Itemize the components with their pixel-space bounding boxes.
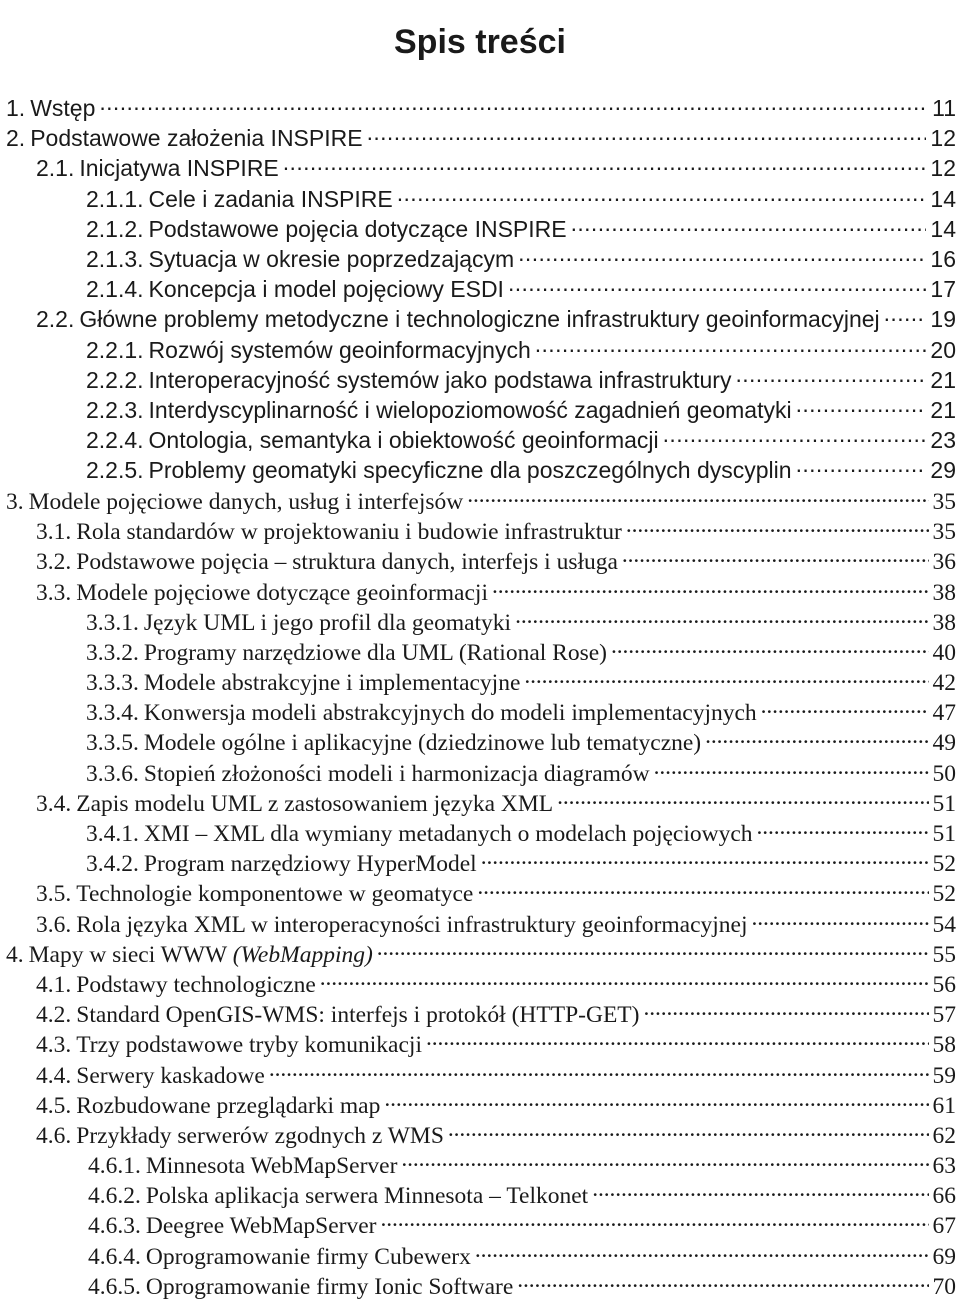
toc-entry-title [149, 216, 567, 243]
toc-entry-page-number: 70 [932, 1273, 956, 1300]
toc-entry[interactable] [0, 938, 960, 968]
dot-leader [626, 516, 929, 540]
dot-leader [377, 938, 929, 962]
toc-entry-title-text: XMI – XML dla wymiany metadanych o modelach pojęciowych [143, 821, 753, 847]
toc-entry-title-text: Oprogramowanie firmy Ionic Software [145, 1273, 514, 1300]
toc-entry-number: 2.2.4. [86, 427, 144, 454]
toc-entry[interactable] [0, 576, 960, 606]
toc-entry-page-number: 42 [932, 670, 956, 697]
toc-entry[interactable] [0, 214, 960, 244]
toc-entry-title-text: Rozbudowane przeglądarki map [76, 1092, 381, 1119]
toc-entry[interactable] [0, 516, 960, 546]
toc-entry-title [146, 1183, 588, 1210]
toc-entry-number: 3.3.3. [86, 670, 139, 697]
toc-entry-title-text: Interoperacyjność systemów jako podstawa infrastruktury [148, 366, 732, 393]
toc-entry-title-text: Serwery kaskadowe [76, 1062, 265, 1089]
toc-entry-title [29, 489, 464, 516]
toc-entry-page-number: 21 [930, 396, 956, 423]
toc-entry-title [144, 851, 477, 878]
toc-entry-page-number: 51 [932, 790, 956, 817]
toc-entry-title [149, 246, 515, 273]
toc-entry-title-text: Podstawowe pojęcia – struktura danych, interfejs i usługa [76, 549, 618, 576]
toc-entry-page-number: 52 [932, 851, 956, 878]
toc-entry-number: 3.4. [36, 790, 72, 817]
toc-entry-number: 2.2.5. [86, 457, 144, 484]
toc-entry-number: 2.2.2. [86, 366, 144, 393]
toc-entry-title-text: Cele i zadania INSPIRE [148, 185, 393, 212]
toc-entry-title [30, 125, 362, 152]
toc-entry[interactable] [0, 606, 960, 636]
toc-entry-title [144, 730, 701, 757]
toc-entry[interactable] [0, 636, 960, 666]
toc-entry-number: 3.4.2. [86, 851, 139, 878]
toc-entry-title-text: Wstęp [30, 95, 96, 121]
toc-entry-title-text: Inicjatywa INSPIRE [79, 155, 279, 182]
toc-entry[interactable] [0, 153, 960, 183]
dot-leader [426, 1029, 929, 1053]
toc-entry-title [149, 337, 531, 364]
toc-entry[interactable] [0, 999, 960, 1029]
toc-entry[interactable] [0, 304, 960, 334]
toc-entry[interactable] [0, 1119, 960, 1149]
toc-entry[interactable] [0, 787, 960, 817]
toc-entry-title-text: Koncepcja i model pojęciowy ESDI [148, 276, 504, 303]
toc-entry-page-number: 38 [932, 579, 956, 606]
toc-entry-title [146, 1244, 471, 1271]
dot-leader [757, 818, 929, 842]
toc-entry[interactable] [0, 1270, 960, 1300]
toc-entry-title [144, 700, 757, 727]
dot-leader [524, 667, 928, 691]
toc-entry-page-number: 35 [932, 519, 956, 546]
page-title: Spis treści [394, 22, 566, 61]
toc-entry-title [146, 1213, 377, 1240]
dot-leader [269, 1059, 929, 1083]
toc-entry[interactable] [0, 485, 960, 515]
toc-entry-number: 3.3.6. [86, 760, 139, 787]
toc-entry-title-text: Modele pojęciowe dotyczące geoinformacji [76, 579, 488, 606]
toc-entry[interactable] [0, 1180, 960, 1210]
toc-entry-title [76, 580, 488, 607]
dot-leader [796, 395, 927, 418]
toc-entry-title-text: Podstawowe pojęcia dotyczące INSPIRE [148, 215, 567, 242]
dot-leader [557, 787, 928, 811]
dot-leader [380, 1210, 928, 1234]
dot-leader [508, 274, 926, 297]
toc-entry-title-text: Oprogramowanie firmy Cubewerx [145, 1243, 471, 1270]
toc-entry-number: 4.4. [36, 1062, 72, 1089]
toc-entry-page-number: 23 [930, 427, 956, 454]
toc-entry-title [149, 186, 393, 213]
toc-entry-title-text: Rola standardów w projektowaniu i budowie infrastruktur [76, 519, 622, 546]
toc-entry-number: 4.6.4. [88, 1243, 141, 1270]
toc-entry-title [149, 276, 504, 303]
toc-entry[interactable] [0, 818, 960, 848]
dot-leader [401, 1150, 928, 1174]
toc-entry-title [144, 610, 511, 637]
toc-entry[interactable] [0, 878, 960, 908]
toc-entry-page-number: 55 [932, 941, 956, 968]
toc-entry-number: 2.1.1. [86, 185, 144, 212]
dot-leader [705, 727, 928, 751]
dot-leader [535, 335, 927, 358]
toc-entry-title [76, 549, 618, 576]
toc-entry-title-text: Interdyscyplinarność i wielopoziomowość zagadnień geomatyki [148, 396, 792, 423]
toc-entry-number: 3.3.4. [86, 700, 139, 727]
toc-entry-title-text: Programy narzędziowe dla UML (Rational Rose) [143, 639, 607, 666]
toc-entry[interactable] [0, 425, 960, 455]
toc-entry[interactable] [0, 968, 960, 998]
dot-leader [475, 1240, 929, 1264]
dot-leader [467, 485, 928, 509]
toc-entry-title [144, 821, 753, 848]
toc-entry-page-number: 56 [932, 971, 956, 998]
toc-entry-title [149, 397, 792, 424]
toc-entry-number: 3.5. [36, 881, 72, 908]
toc-entry-number: 4.6. [36, 1122, 72, 1149]
toc-entry-title [146, 1153, 398, 1180]
dot-leader [796, 455, 927, 478]
toc-entry-title [149, 457, 792, 484]
toc-entry[interactable] [0, 1150, 960, 1180]
toc-entry-title-text: Podstawy technologiczne [76, 971, 316, 998]
dot-leader [654, 757, 929, 781]
dot-leader [884, 304, 927, 327]
toc-entry-page-number: 20 [930, 336, 956, 363]
toc-entry[interactable] [0, 1029, 960, 1059]
toc-entry-title-text: Podstawowe założenia INSPIRE [30, 125, 363, 152]
dot-leader [481, 848, 929, 872]
toc-entry[interactable] [0, 1089, 960, 1119]
dot-leader [592, 1180, 928, 1204]
dot-leader [611, 636, 929, 660]
toc-entry-title-text: Język UML i jego profil dla geomatyki [143, 609, 512, 636]
toc-entry[interactable] [0, 274, 960, 304]
toc-entry[interactable] [0, 757, 960, 787]
toc-entry-title [146, 1274, 513, 1301]
toc-entry[interactable] [0, 908, 960, 938]
toc-entry-number: 3.6. [36, 911, 72, 938]
toc-entry-page-number: 54 [932, 911, 956, 938]
dot-leader [761, 697, 929, 721]
toc-entry-number: 4.6.5. [88, 1273, 141, 1300]
toc-entry-number: 2.1.3. [86, 245, 144, 272]
toc-entry-title [144, 670, 521, 697]
toc-entry-number: 3.3.5. [86, 730, 139, 757]
table-of-contents [0, 93, 960, 1301]
toc-entry-page-number: 35 [932, 488, 956, 515]
toc-entry-title [144, 761, 650, 788]
dot-leader [622, 546, 929, 570]
toc-entry-title [76, 519, 622, 546]
toc-entry-page-number: 36 [932, 549, 956, 576]
toc-entry-title [76, 1063, 265, 1090]
dot-leader [367, 123, 927, 146]
toc-entry-page-number: 11 [932, 95, 956, 121]
toc-entry-number: 4.6.2. [88, 1183, 141, 1210]
toc-entry-page-number: 16 [930, 245, 956, 272]
toc-entry-title [30, 95, 95, 122]
toc-entry-title [76, 1123, 444, 1150]
toc-entry-title-text: Modele pojęciowe danych, usług i interfejsów [28, 488, 464, 515]
toc-entry-page-number: 12 [930, 125, 956, 152]
toc-entry-number: 3.1. [36, 519, 72, 546]
toc-entry-number: 3.2. [36, 549, 72, 576]
toc-entry-number: 4.5. [36, 1092, 72, 1119]
toc-entry-number: 3.4.1. [86, 821, 139, 847]
toc-entry-title [79, 306, 879, 333]
toc-entry-title [76, 1093, 380, 1120]
toc-entry-number: 2.1.4. [86, 276, 144, 303]
toc-entry-title [29, 942, 373, 969]
toc-entry-title [149, 367, 732, 394]
toc-entry-page-number: 17 [930, 276, 956, 303]
toc-entry[interactable] [0, 244, 960, 274]
toc-entry-title [76, 912, 747, 939]
toc-entry-title-text: Mapy w sieci WWW [28, 941, 233, 968]
dot-leader [283, 153, 927, 176]
toc-entry-page-number: 58 [932, 1032, 956, 1059]
toc-entry-number: 4.1. [36, 971, 72, 998]
dot-leader [99, 93, 928, 116]
toc-entry[interactable] [0, 727, 960, 757]
toc-entry-number: 3. [6, 488, 24, 515]
toc-entry-number: 3.3.1. [86, 609, 139, 636]
toc-entry-page-number: 52 [932, 881, 956, 908]
toc-entry-number: 4.3. [36, 1032, 72, 1059]
toc-entry-page-number: 50 [932, 760, 956, 787]
toc-entry-title-text: Główne problemy metodyczne i technologiczne infrastruktury geoinformacyjnej [79, 306, 880, 333]
toc-entry-page-number: 57 [932, 1002, 956, 1029]
toc-entry-title-text: Standard OpenGIS-WMS: interfejs i protokół (HTTP-GET) [76, 1002, 640, 1029]
dot-leader [320, 968, 929, 992]
toc-entry-page-number: 38 [932, 609, 956, 636]
toc-entry-title-text: Problemy geomatyki specyficzne dla poszczególnych dyscyplin [148, 457, 792, 484]
toc-entry-title-text: Rozwój systemów geoinformacyjnych [148, 336, 531, 363]
dot-leader [663, 425, 927, 448]
toc-entry-title [149, 427, 659, 454]
toc-entry-page-number: 67 [932, 1213, 956, 1240]
toc-entry-number: 1. [6, 95, 26, 121]
toc-entry-title-text: Przykłady serwerów zgodnych z WMS [76, 1122, 444, 1149]
toc-entry-number: 4.2. [36, 1002, 72, 1029]
toc-entry-page-number: 69 [932, 1243, 956, 1270]
toc-entry-title-text: Trzy podstawowe tryby komunikacji [76, 1032, 422, 1059]
toc-entry[interactable] [0, 184, 960, 214]
toc-entry-page-number: 61 [932, 1092, 956, 1119]
toc-entry-page-number: 12 [930, 155, 956, 182]
toc-entry[interactable] [0, 1210, 960, 1240]
toc-entry-page-number: 47 [932, 700, 956, 727]
dot-leader [735, 365, 926, 388]
toc-entry-page-number: 49 [932, 730, 956, 757]
toc-entry-page-number: 59 [932, 1062, 956, 1089]
dot-leader [571, 214, 927, 237]
toc-entry-number: 3.3. [36, 579, 72, 606]
toc-entry-number: 2.2. [36, 306, 75, 333]
toc-entry-title-text: Sytuacja w okresie poprzedzającym [148, 245, 515, 272]
toc-entry-number: 2.1. [36, 155, 75, 182]
toc-entry-number: 2. [6, 125, 26, 152]
toc-entry[interactable] [0, 335, 960, 365]
toc-entry[interactable] [0, 546, 960, 576]
toc-entry-title-text: Technologie komponentowe w geomatyce [76, 881, 474, 908]
toc-entry-title [76, 972, 316, 999]
toc-entry[interactable] [0, 365, 960, 395]
toc-entry-title-text: Stopień złożoności modeli i harmonizacja diagramów [143, 760, 650, 787]
toc-entry-title [76, 881, 473, 908]
dot-leader [448, 1119, 929, 1143]
toc-entry[interactable] [0, 1059, 960, 1089]
toc-entry-title-text: Deegree WebMapServer [145, 1213, 377, 1240]
toc-entry-title-text: Minnesota WebMapServer [145, 1153, 398, 1180]
toc-entry[interactable] [0, 93, 960, 123]
toc-entry-number: 3.3.2. [86, 639, 139, 666]
dot-leader [644, 999, 929, 1023]
toc-entry-page-number: 19 [930, 306, 956, 333]
dot-leader [492, 576, 929, 600]
toc-entry-page-number: 66 [932, 1183, 956, 1210]
dot-leader [477, 878, 928, 902]
toc-entry-title-text: Polska aplikacja serwera Minnesota – Telkonet [145, 1183, 589, 1210]
toc-entry[interactable] [0, 1240, 960, 1270]
toc-entry-title-text: Modele ogólne i aplikacyjne (dziedzinowe lub tematyczne) [143, 730, 702, 757]
dot-leader [515, 606, 928, 630]
toc-entry-number: 4.6.3. [88, 1213, 141, 1240]
toc-entry-page-number: 14 [930, 185, 956, 212]
dot-leader [397, 184, 927, 207]
toc-entry-page-number: 21 [930, 366, 956, 393]
toc-entry-title-text: Program narzędziowy HyperModel [143, 851, 477, 878]
dot-leader [752, 908, 929, 932]
toc-entry[interactable] [0, 697, 960, 727]
toc-entry-page-number: 29 [930, 457, 956, 484]
toc-entry-page-number: 40 [932, 639, 956, 666]
dot-leader [384, 1089, 928, 1113]
toc-entry-number: 4. [6, 941, 24, 968]
toc-entry-title-italic: (WebMapping) [232, 941, 373, 968]
toc-entry[interactable] [0, 667, 960, 697]
toc-entry-title-text: Zapis modelu UML z zastosowaniem języka XML [76, 790, 554, 817]
toc-entry-page-number: 62 [932, 1122, 956, 1149]
toc-entry-title [76, 1002, 639, 1029]
toc-entry-page-number: 14 [930, 215, 956, 242]
toc-entry-title [144, 640, 607, 667]
dot-leader [517, 1270, 928, 1294]
toc-entry[interactable] [0, 848, 960, 878]
toc-entry[interactable] [0, 123, 960, 153]
toc-entry-title [76, 791, 553, 818]
toc-entry[interactable] [0, 395, 960, 425]
toc-entry-number: 2.2.1. [86, 336, 144, 363]
toc-entry[interactable] [0, 455, 960, 485]
toc-entry-title [79, 155, 278, 182]
toc-entry-title-text: Konwersja modeli abstrakcyjnych do modeli implementacyjnych [143, 700, 757, 727]
toc-entry-title [76, 1032, 422, 1059]
toc-entry-page-number: 63 [932, 1153, 956, 1180]
toc-entry-title-text: Rola języka XML w interoperacyności infrastruktury geoinformacyjnej [76, 911, 748, 938]
toc-entry-title-text: Modele abstrakcyjne i implementacyjne [143, 670, 521, 697]
toc-entry-number: 4.6.1. [88, 1153, 141, 1180]
toc-entry-title-text: Ontologia, semantyka i obiektowość geoinformacji [148, 427, 659, 454]
toc-entry-page-number: 51 [932, 821, 956, 847]
toc-entry-number: 2.1.2. [86, 215, 144, 242]
dot-leader [518, 244, 926, 267]
toc-entry-number: 2.2.3. [86, 396, 144, 423]
